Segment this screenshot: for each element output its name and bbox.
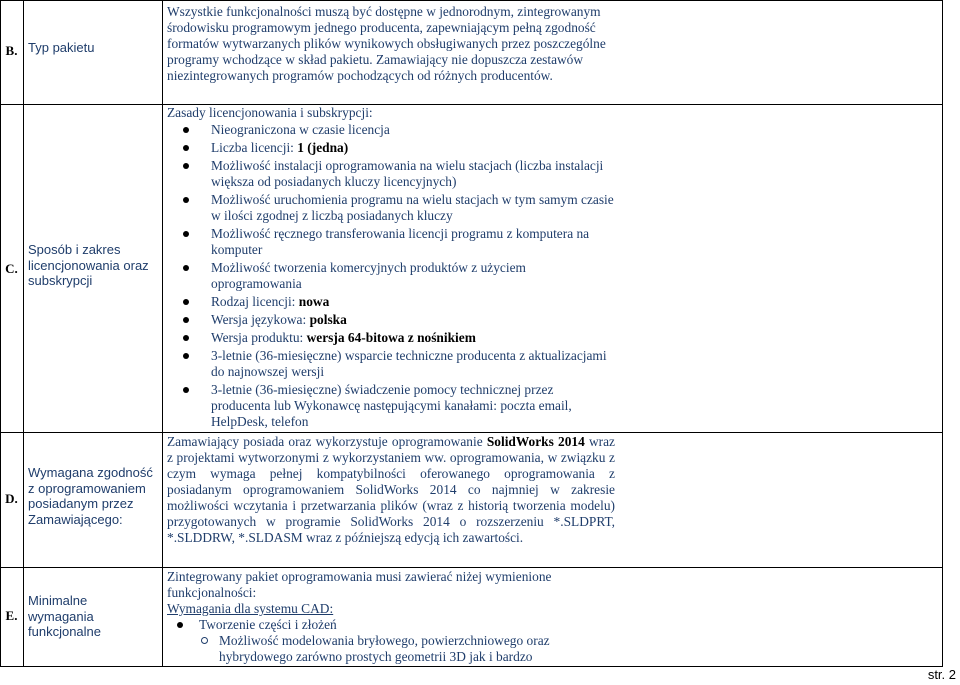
bullet-icon xyxy=(183,299,189,305)
bullet-icon xyxy=(183,335,189,341)
product-name: SolidWorks 2014 xyxy=(486,434,585,449)
functional-requirements-cell xyxy=(167,569,615,665)
license-count-value: 1 (jedna) xyxy=(297,140,349,155)
row-label-e: Minimalne wymagania funkcjonalne xyxy=(28,593,101,639)
bullet-icon xyxy=(183,197,189,203)
licensing-list xyxy=(167,122,615,430)
row-letter-e: E. xyxy=(5,608,18,623)
bullet-icon xyxy=(183,265,189,271)
list-item: Możliwość modelowania bryłowego, powierzchniowego oraz hybrydowego zarówno prostych geometrii 3D jak i bardzo xyxy=(167,633,615,665)
list-item: Liczba licencji: 1 (jedna) xyxy=(167,140,615,156)
list-item: Możliwość tworzenia komercyjnych produktów z użyciem oprogramowania xyxy=(167,260,615,292)
list-item: Rodzaj licencji: nowa xyxy=(167,294,615,310)
list-item: Nieograniczona w czasie licencja xyxy=(167,122,615,138)
row-letter-d: D. xyxy=(5,491,18,506)
row-letter-c: C. xyxy=(5,261,18,276)
list-item: 3-letnie (36-miesięczne) wsparcie techniczne producenta z aktualizacjami do najnowszej wersji xyxy=(167,348,615,380)
bullet-icon xyxy=(177,622,183,628)
licensing-heading: Zasady licencjonowania i subskrypcji: xyxy=(167,105,373,120)
requirements-intro: Zintegrowany pakiet oprogramowania musi zawierać niżej wymienione funkcjonalności: xyxy=(167,569,552,600)
table-top-border xyxy=(0,0,942,1)
row-divider-d-e xyxy=(0,567,942,568)
bullet-icon xyxy=(183,231,189,237)
list-item: Tworzenie części i złożeń xyxy=(167,617,615,633)
circle-bullet-icon xyxy=(201,637,208,644)
list-item: 3-letnie (36-miesięczne) świadczenie pomocy technicznej przez producenta lub Wykonawcę następującymi kanałami: poczta email, HelpDesk, telefon xyxy=(167,382,615,430)
list-item: Możliwość ręcznego transferowania licencji programu z komputera na komputer xyxy=(167,226,615,258)
row-letter-b: B. xyxy=(5,43,18,58)
table-bottom-border xyxy=(0,666,942,667)
letter-column-border xyxy=(23,0,24,667)
package-type-text: Wszystkie funkcjonalności muszą być dostępne w jednorodnym, zintegrowanym środowisku programowym jednego producenta, zapewniającym pełną zgodność formatów wytwarzanych plików wynikowych obsługiwanych przez poszczególne programy wchodzące w skład pakietu. Zamawiający nie dopuszcza zestawów niezintegrowanych programów pochodzących od różnych producentów. xyxy=(167,4,606,83)
row-divider-c-d xyxy=(0,432,942,433)
list-item: Wersja językowa: polska xyxy=(167,312,615,328)
row-label-c: Sposób i zakres licencjonowania oraz subskrypcji xyxy=(28,242,149,288)
compatibility-cell xyxy=(167,434,615,546)
bullet-icon xyxy=(183,353,189,359)
compatibility-text: Zamawiający posiada oraz wykorzystuje oprogramowanie SolidWorks 2014 wraz z projektami wytworzonymi z wykorzystaniem ww. oprogramowania, w związku z czym wymaga pełnej kompatybilności oferowanego oprogramowania z posiadanym oprogramowaniem SolidWorks 2014 co najmniej w zakresie możliwości wczytania i przetwarzania plików (wraz z historią tworzenia modelu) przygotowanych w programie SolidWorks 2014 o rozszerzeniu *.SLDPRT, *.SLDDRW, *.SLDASM wraz z późniejszą edycją ich zawartości. xyxy=(167,434,615,545)
table-right-border xyxy=(942,0,943,667)
cad-requirements-heading: Wymagania dla systemu CAD: xyxy=(167,601,334,616)
package-type-cell xyxy=(167,4,615,84)
row-label-b: Typ pakietu xyxy=(28,40,95,55)
row-label-d: Wymagana zgodność z oprogramowaniem posiadanym przez Zamawiającego: xyxy=(28,465,153,527)
list-item: Wersja produktu: wersja 64-bitowa z nośnikiem xyxy=(167,330,615,346)
bullet-icon xyxy=(183,163,189,169)
cad-sublist xyxy=(167,633,615,665)
license-type-value: nowa xyxy=(298,294,330,309)
bullet-icon xyxy=(183,127,189,133)
table-left-border xyxy=(0,0,1,667)
licensing-cell xyxy=(167,105,615,430)
bullet-icon xyxy=(183,317,189,323)
label-column-border xyxy=(162,0,163,667)
cad-list xyxy=(167,617,615,633)
language-version-value: polska xyxy=(309,312,347,327)
page-number: str. 2 xyxy=(927,667,956,682)
bullet-icon xyxy=(183,145,189,151)
product-version-value: wersja 64-bitowa z nośnikiem xyxy=(306,330,476,345)
bullet-icon xyxy=(183,387,189,393)
list-item: Możliwość instalacji oprogramowania na wielu stacjach (liczba instalacji większa od posiadanych kluczy licencyjnych) xyxy=(167,158,615,190)
list-item: Możliwość uruchomienia programu na wielu stacjach w tym samym czasie w ilości zgodnej z liczbą posiadanych kluczy xyxy=(167,192,615,224)
